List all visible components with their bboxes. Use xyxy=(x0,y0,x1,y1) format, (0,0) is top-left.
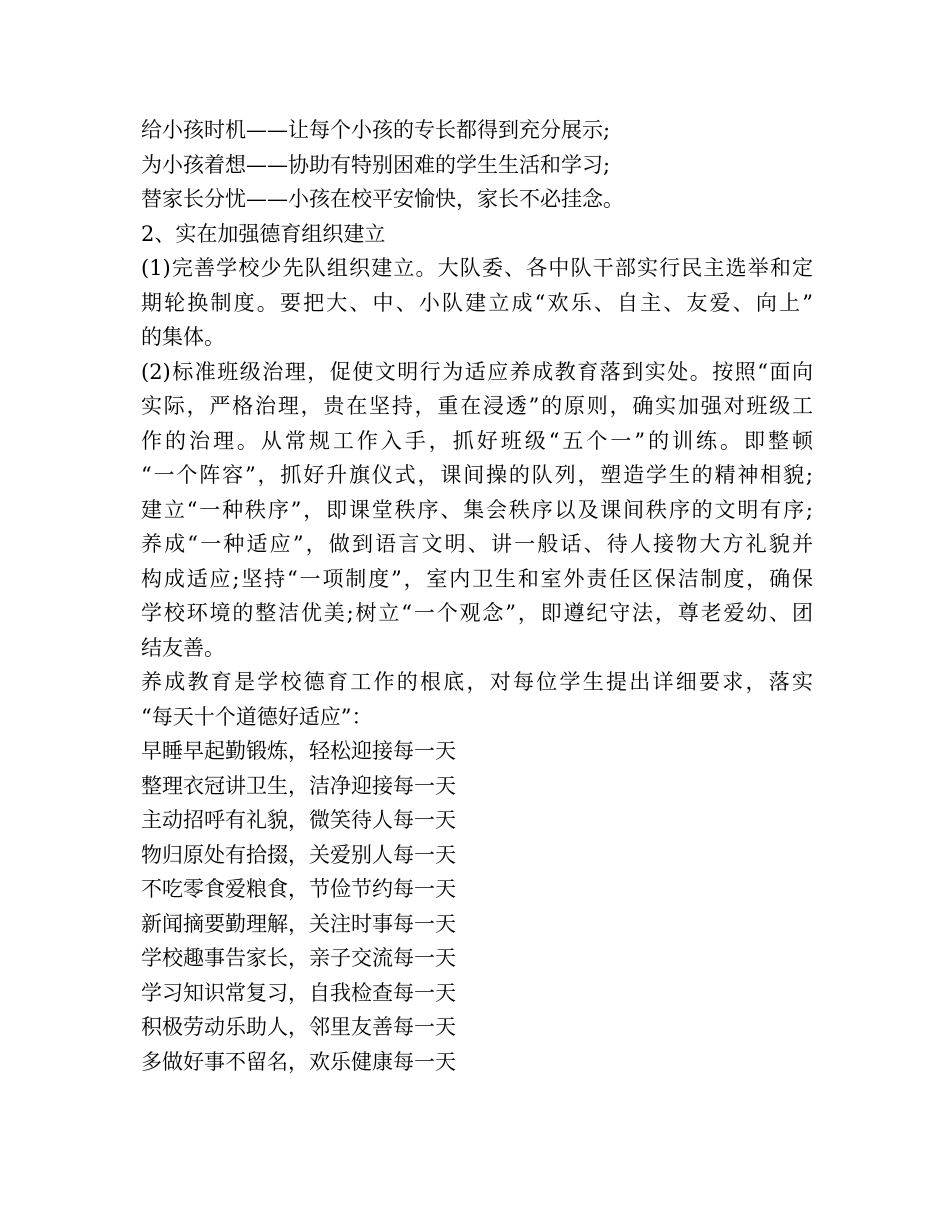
text-line: 替家长分忧——小孩在校平安愉快，家长不必挂念。 xyxy=(141,187,624,211)
text-line: 学校环境的整洁优美;树立“一个观念”，即遵纪守法，尊老爱幼、团 xyxy=(141,601,813,625)
text-line: (1)完善学校少先队组织建立。大队委、各中队干部实行民主选举和定 xyxy=(141,256,813,280)
text-line: 多做好事不留名，欢乐健康每一天 xyxy=(141,1049,456,1074)
text-line: (2)标准班级治理，促使文明行为适应养成教育落到实处。按照“面向 xyxy=(141,359,813,384)
text-line: 积极劳动乐助人，邻里友善每一天 xyxy=(141,1015,456,1039)
text-line: 养成“一种适应”，做到语言文明、讲一般话、待人接物大方礼貌并 xyxy=(141,532,813,556)
document-body xyxy=(141,113,813,1079)
text-line: 学习知识常复习，自我检查每一天 xyxy=(141,980,456,1005)
text-line: 结友善。 xyxy=(141,635,225,660)
text-line: 学校趣事告家长，亲子交流每一天 xyxy=(141,946,456,970)
text-line: “每天十个道德好适应”： xyxy=(141,704,373,729)
text-line: 给小孩时机——让每个小孩的专长都得到充分展示; xyxy=(141,118,611,142)
text-line: “一个阵容”，抓好升旗仪式，课间操的队列，塑造学生的精神相貌; xyxy=(141,463,813,487)
text-line: 的集体。 xyxy=(141,325,225,349)
text-line: 新闻摘要勤理解，关注时事每一天 xyxy=(141,911,456,936)
text-line: 主动招呼有礼貌，微笑待人每一天 xyxy=(141,808,456,832)
text-line: 构成适应;坚持“一项制度”，室内卫生和室外责任区保洁制度，确保 xyxy=(141,566,813,591)
text-line: 建立“一种秩序”，即课堂秩序、集会秩序以及课间秩序的文明有序; xyxy=(141,497,813,522)
text-line: 作的治理。从常规工作入手，抓好班级“五个一”的训练。即整顿 xyxy=(141,428,813,453)
text-line: 早睡早起勤锻炼，轻松迎接每一天 xyxy=(141,739,456,763)
text-line: 期轮换制度。要把大、中、小队建立成“欢乐、自主、友爱、向上” xyxy=(141,290,813,315)
text-line: 整理衣冠讲卫生，洁净迎接每一天 xyxy=(141,773,456,798)
text-line: 为小孩着想——协助有特别困难的学生生活和学习; xyxy=(141,152,611,177)
text-line: 2、实在加强德育组织建立 xyxy=(141,221,386,246)
text-line: 不吃零食爱粮食，节俭节约每一天 xyxy=(141,877,456,901)
text-line: 养成教育是学校德育工作的根底，对每位学生提出详细要求，落实 xyxy=(141,670,813,694)
text-line: 物归原处有拾掇，关爱别人每一天 xyxy=(141,842,456,867)
text-line: 实际，严格治理，贵在坚持，重在浸透”的原则，确实加强对班级工 xyxy=(141,394,813,418)
